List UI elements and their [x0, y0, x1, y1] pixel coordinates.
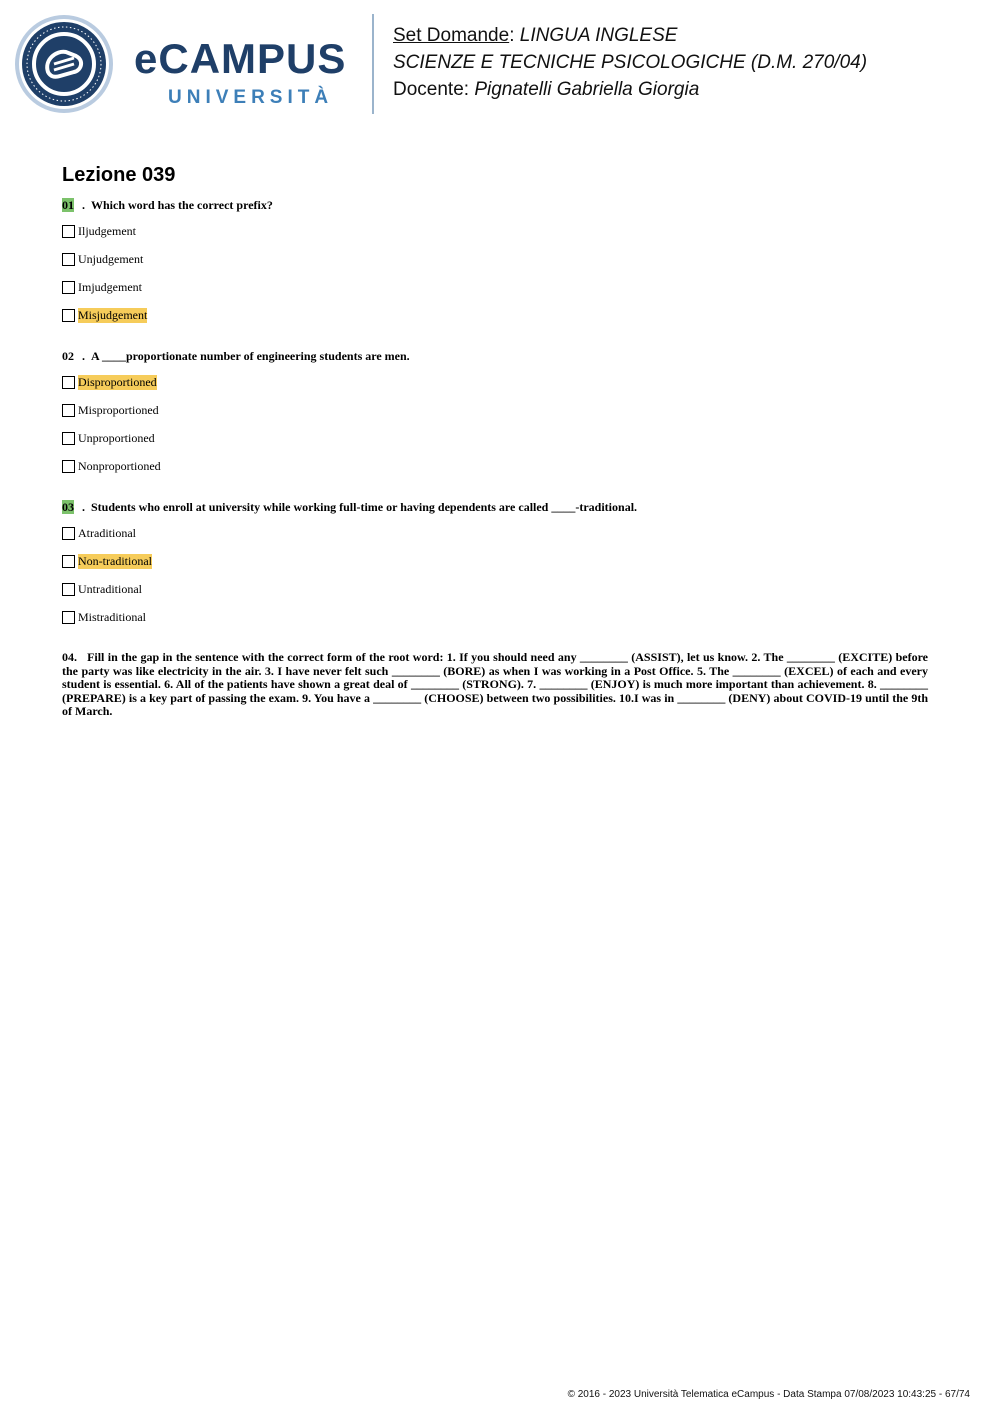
option-imjudgement[interactable]	[62, 279, 142, 295]
question-set-line: Set Domande: LINGUA INGLESE	[393, 25, 678, 46]
question-03: 03 . Students who enroll at university while working full-time or having dependents are called ____-traditional.	[62, 500, 638, 514]
question-02: 02 . A ____proportionate number of engineering students are men.	[62, 349, 410, 363]
option-iljudgement[interactable]	[62, 223, 136, 239]
question-text: Students who enroll at university while working full-time or having dependents are called ____-traditional.	[91, 500, 638, 514]
checkbox[interactable]	[62, 460, 75, 473]
teacher-name: Pignatelli Gabriella Giorgia	[474, 79, 700, 100]
header-info	[393, 22, 867, 103]
checkbox[interactable]	[62, 253, 75, 266]
option-label: Iljudgement	[78, 223, 136, 238]
checkbox[interactable]	[62, 309, 75, 322]
checkbox[interactable]	[62, 404, 75, 417]
option-non-traditional[interactable]	[62, 553, 152, 569]
question-number: 02	[62, 349, 74, 363]
option-label: Unproportioned	[78, 430, 155, 445]
option-label: Untraditional	[78, 581, 142, 596]
checkbox[interactable]	[62, 281, 75, 294]
question-number: 01	[62, 198, 74, 212]
option-label-correct: Misjudgement	[78, 307, 148, 322]
question-number: 04	[62, 650, 74, 664]
question-text: Fill in the gap in the sentence with the correct form of the root word: 1. If you should need any ________ (ASSIST), let us know. 2. The ________ (EXCITE) before the party was like electricity in the air. 3. I have never felt such ________ (BORE) as when I was working in a Post Office. 5. The ________ (EXCEL) of each and every student is essential. 6. All of the patients have shown a great deal of ________ (STRONG). 7. ________ (ENJOY) is much more important than achievement. 8. ________ (PREPARE) is a key part of passing the exam. 9. You have a ________ (CHOOSE) between two possibilities. 10.I was in ________ (DENY) about COVID-19 until the 9th of March.	[62, 650, 929, 719]
option-untraditional[interactable]	[62, 581, 142, 597]
set-value: LINGUA INGLESE	[519, 25, 678, 46]
checkbox[interactable]	[62, 527, 75, 540]
option-unjudgement[interactable]	[62, 251, 143, 267]
header-divider	[372, 14, 374, 114]
option-label: Unjudgement	[78, 251, 144, 266]
page-footer: © 2016 - 2023 Università Telematica eCampus - Data Stampa 07/08/2023 10:43:25 - 67/74	[567, 1389, 970, 1400]
option-label: Atraditional	[78, 525, 136, 540]
question-text: A ____proportionate number of engineering students are men.	[91, 349, 410, 363]
option-label-correct: Non-traditional	[78, 553, 152, 568]
teacher-label: Docente:	[393, 79, 475, 100]
option-nonproportioned[interactable]	[62, 458, 161, 474]
option-unproportioned[interactable]	[62, 430, 155, 446]
checkbox[interactable]	[62, 376, 75, 389]
checkbox[interactable]	[62, 583, 75, 596]
brand-subtitle: UNIVERSITÀ	[168, 87, 334, 108]
question-text: Which word has the correct prefix?	[91, 198, 273, 212]
checkbox[interactable]	[62, 611, 75, 624]
lesson-title: Lezione 039	[62, 164, 176, 186]
option-label: Mistraditional	[78, 609, 146, 624]
set-label: Set Domande	[393, 25, 510, 46]
brand-name: eCAMPUS	[134, 35, 347, 82]
option-misproportioned[interactable]	[62, 402, 159, 418]
option-label: Nonproportioned	[78, 458, 161, 473]
question-number: 03	[62, 500, 74, 514]
checkbox[interactable]	[62, 555, 75, 568]
question-01: 01 . Which word has the correct prefix?	[62, 198, 273, 212]
option-mistraditional[interactable]	[62, 609, 146, 625]
option-atraditional[interactable]	[62, 525, 136, 541]
checkbox[interactable]	[62, 432, 75, 445]
option-misjudgement[interactable]	[62, 307, 147, 323]
ecampus-seal-logo	[14, 14, 114, 114]
option-label-correct: Disproportioned	[78, 374, 157, 389]
option-disproportioned[interactable]	[62, 374, 157, 390]
teacher-line	[393, 76, 867, 103]
question-04: 04. Fill in the gap in the sentence with the correct form of the root word: 1. If you should need any ________ (ASSIST), let us know. 2. The ________ (EXCITE) before the party was like electricity in the air. 3. I have never felt such ________ (BORE) as when I was working in a Post Office. 5. The ________ (EXCEL) of each and every student is essential. 6. All of the patients have shown a great deal of ________ (STRONG). 7. ________ (ENJOY) is much more important than achievement. 8. ________ (PREPARE) is a key part of passing the exam. 9. You have a ________ (CHOOSE) between two possibilities. 10.I was in ________ (DENY) about COVID-19 until the 9th of March.	[62, 650, 929, 719]
checkbox[interactable]	[62, 225, 75, 238]
option-label: Imjudgement	[78, 279, 142, 294]
course-name: SCIENZE E TECNICHE PSICOLOGICHE (D.M. 270/04)	[393, 52, 868, 73]
option-label: Misproportioned	[78, 402, 159, 417]
